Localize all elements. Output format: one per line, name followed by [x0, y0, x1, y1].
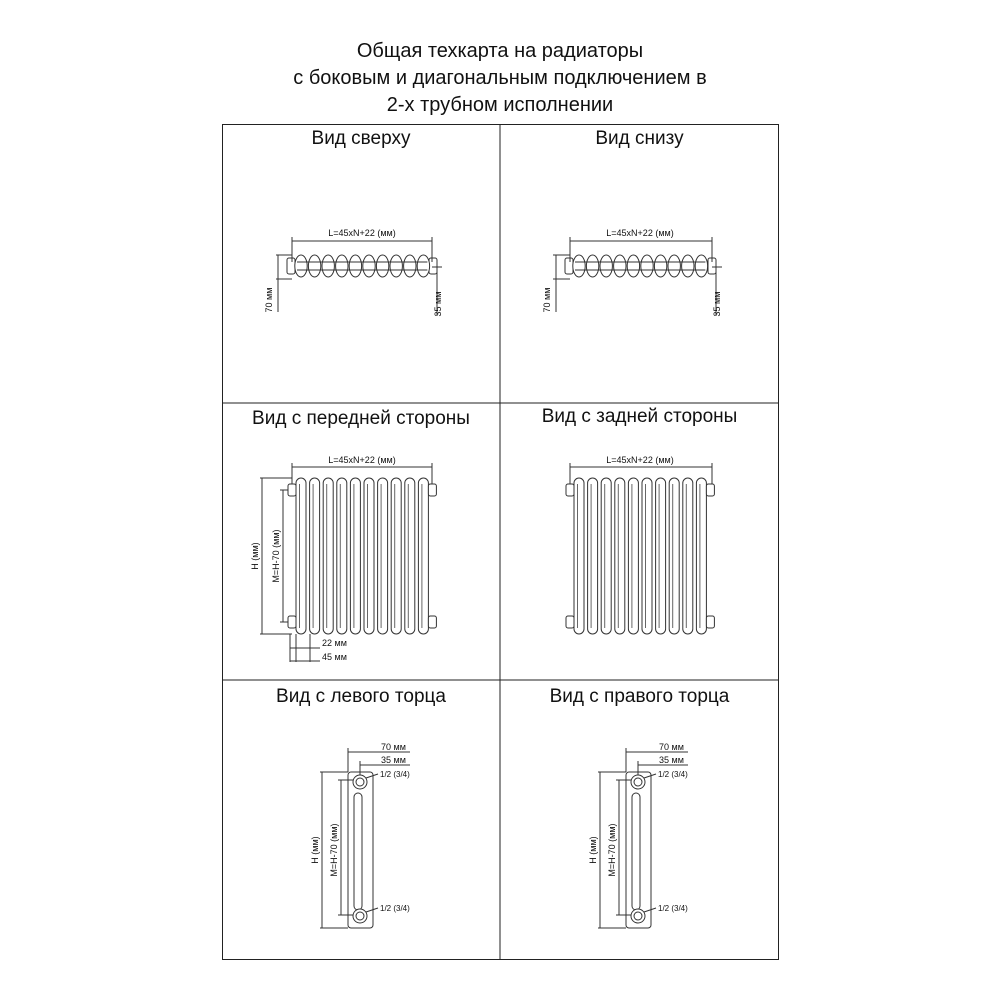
- front-pitch-label: 45 мм: [322, 652, 347, 662]
- bottom-depth-label: 70 мм: [542, 287, 552, 313]
- radiator-column: [323, 478, 333, 634]
- radiator-section: [308, 255, 320, 277]
- front-view-drawing: [250, 455, 436, 662]
- back-view-drawing: [566, 455, 714, 634]
- top-half-depth-label: 35 мм: [433, 291, 443, 317]
- radiator-column: [378, 478, 388, 634]
- back-view-title: Вид с задней стороны: [541, 406, 738, 427]
- radiator-section: [417, 255, 429, 277]
- top-length-label: L=45xN+22 (мм): [328, 228, 396, 238]
- left-end-view-title: Вид с левого торца: [276, 686, 446, 707]
- radiator-column: [588, 478, 598, 634]
- radiator-section: [349, 255, 361, 277]
- right-thread-top-label: 1/2 (3/4): [658, 770, 688, 779]
- radiator-column: [656, 478, 666, 634]
- radiator-column: [364, 478, 374, 634]
- right-thread-bottom-label: 1/2 (3/4): [658, 904, 688, 913]
- radiator-section: [600, 255, 612, 277]
- radiator-section: [668, 255, 680, 277]
- bottom-view-title: Вид снизу: [595, 128, 684, 149]
- radiator-column: [628, 478, 638, 634]
- title-line-1: Общая техкарта на радиаторы: [356, 40, 644, 62]
- left-height-label: H (мм): [310, 836, 320, 864]
- bottom-half-depth-label: 35 мм: [712, 291, 722, 317]
- front-center-label: M=H-70 (мм): [271, 529, 281, 583]
- back-length-label: L=45xN+22 (мм): [606, 455, 674, 465]
- radiator-column: [418, 478, 428, 634]
- radiator-column: [601, 478, 611, 634]
- radiator-column: [696, 478, 706, 634]
- left-depth-label: 70 мм: [381, 742, 406, 752]
- radiator-column: [669, 478, 679, 634]
- left-center-label: M=H-70 (мм): [329, 823, 339, 877]
- radiator-section: [573, 255, 585, 277]
- left-thread-bottom-label: 1/2 (3/4): [380, 904, 410, 913]
- top-depth-label: 70 мм: [264, 287, 274, 313]
- right-height-label: H (мм): [588, 836, 598, 864]
- top-view-title: Вид сверху: [311, 128, 411, 149]
- bottom-length-label: L=45xN+22 (мм): [606, 228, 674, 238]
- radiator-column: [296, 478, 306, 634]
- front-length-label: L=45xN+22 (мм): [328, 455, 396, 465]
- right-end-view-title: Вид с правого торца: [549, 686, 730, 707]
- radiator-section: [322, 255, 334, 277]
- radiator-column: [683, 478, 693, 634]
- front-view-title: Вид с передней стороны: [252, 408, 470, 429]
- radiator-column: [337, 478, 347, 634]
- radiator-section: [654, 255, 666, 277]
- right-end-view-drawing: [588, 742, 688, 928]
- radiator-column: [574, 478, 584, 634]
- radiator-section: [376, 255, 388, 277]
- radiator-section: [390, 255, 402, 277]
- radiator-section: [614, 255, 626, 277]
- radiator-section: [682, 255, 694, 277]
- radiator-section: [586, 255, 598, 277]
- right-center-label: M=H-70 (мм): [607, 823, 617, 877]
- title-line-3: 2-х трубном исполнении: [386, 94, 614, 116]
- left-thread-top-label: 1/2 (3/4): [380, 770, 410, 779]
- radiator-section: [295, 255, 307, 277]
- left-half-depth-label: 35 мм: [381, 755, 406, 765]
- right-half-depth-label: 35 мм: [659, 755, 684, 765]
- right-depth-label: 70 мм: [659, 742, 684, 752]
- front-offset-label: 22 мм: [322, 638, 347, 648]
- top-view-drawing: [264, 228, 443, 316]
- front-height-label: H (мм): [250, 542, 260, 570]
- radiator-column: [615, 478, 625, 634]
- radiator-section: [336, 255, 348, 277]
- bottom-view-drawing: [542, 228, 722, 316]
- radiator-column: [642, 478, 652, 634]
- radiator-column: [391, 478, 401, 634]
- radiator-section: [363, 255, 375, 277]
- radiator-column: [310, 478, 320, 634]
- radiator-column: [350, 478, 360, 634]
- radiator-section: [404, 255, 416, 277]
- radiator-section: [695, 255, 707, 277]
- radiator-section: [627, 255, 639, 277]
- radiator-column: [405, 478, 415, 634]
- radiator-section: [641, 255, 653, 277]
- title-line-2: с боковым и диагональным подключением в: [293, 67, 707, 89]
- left-end-view-drawing: [310, 742, 410, 928]
